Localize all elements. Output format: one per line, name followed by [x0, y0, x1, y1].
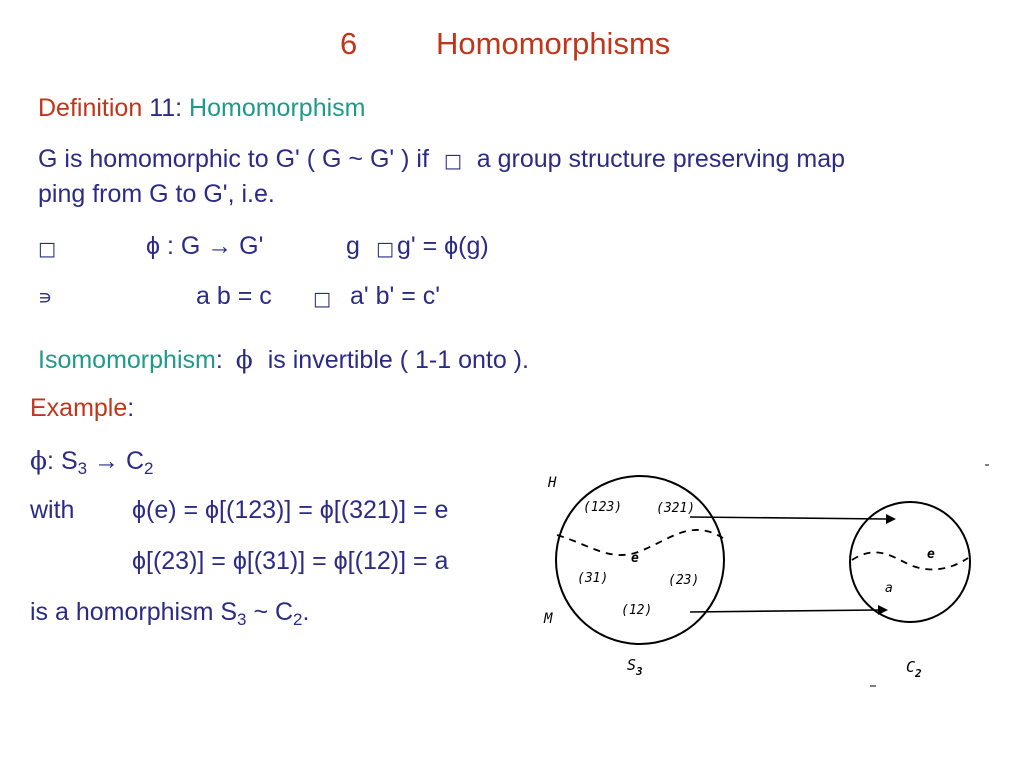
c2-divider	[852, 552, 968, 569]
definition-term: Homomorphism	[189, 94, 366, 122]
elem-e-right: e	[927, 547, 935, 562]
arrow-m-to-a	[690, 610, 878, 612]
conclusion-text-b: ~ C	[246, 598, 294, 626]
example-label: Example	[30, 394, 128, 422]
c2-circle	[850, 502, 970, 622]
definition-number: 11:	[149, 94, 183, 122]
missing-glyph-box: □	[376, 238, 394, 260]
isomorphism-colon: :	[215, 346, 223, 374]
conclusion-line	[30, 598, 309, 627]
mapping-line-a: ϕ[(23)] = ϕ[(31)] = ϕ[(12)] = a	[132, 547, 449, 575]
example-map-sub3: 3	[77, 459, 88, 478]
label-s3	[627, 656, 643, 678]
label-c2	[906, 658, 922, 680]
elem-23: (23)	[668, 573, 700, 588]
label-c2-letter: C	[906, 658, 916, 676]
section-number: 6	[340, 26, 358, 61]
example-map-text: : S	[47, 447, 78, 475]
elem-123: (123)	[583, 500, 623, 515]
missing-glyph-box: □	[313, 288, 331, 310]
arrow-head-bottom	[878, 605, 888, 615]
arrow-head-top	[886, 514, 896, 524]
example-colon: :	[127, 394, 135, 422]
elem-a-right: a	[885, 581, 893, 596]
s3-circle	[556, 476, 724, 644]
definition-line-1-end: a group structure preserving map	[476, 145, 846, 173]
example-heading	[30, 394, 134, 423]
conclusion-sub2: 2	[293, 610, 303, 629]
such-that-symbol: ∍	[38, 287, 53, 309]
mapping-g: g	[346, 232, 360, 260]
arrow-h-to-e	[690, 517, 886, 519]
example-map-arrow: → C	[87, 447, 145, 475]
conclusion-sub3: 3	[237, 610, 247, 629]
s3-coset-divider	[557, 530, 723, 555]
label-m: M	[544, 611, 553, 627]
isomorphism-term: Isomomorphism	[38, 346, 216, 374]
conclusion-text-a: is a homorphism S	[30, 598, 238, 626]
conclusion-period: .	[302, 598, 310, 626]
label-s3-letter: S	[627, 656, 637, 674]
elem-31: (31)	[577, 571, 609, 586]
homomorphism-diagram	[530, 460, 1000, 700]
mapping-rhs: g' = ϕ(g)	[397, 232, 489, 260]
product-rhs: a' b' = c'	[350, 282, 441, 310]
mapping-phi-g-to-gprime: ϕ : G → G'	[146, 232, 264, 260]
with-label: with	[30, 496, 75, 524]
isomorphism-phi: ϕ	[235, 345, 253, 374]
product-lhs: a b = c	[196, 282, 272, 310]
definition-label: Definition	[38, 94, 143, 122]
label-s3-sub: 3	[636, 665, 643, 678]
isomorphism-line	[38, 345, 529, 375]
label-h: H	[548, 475, 557, 491]
page-title: Homomorphisms	[436, 26, 671, 61]
example-map	[30, 446, 154, 476]
mapping-line-e: ϕ(e) = ϕ[(123)] = ϕ[(321)] = e	[132, 496, 449, 524]
label-c2-sub: 2	[915, 667, 922, 680]
definition-line-2: ping from G to G', i.e.	[38, 180, 275, 208]
elem-321: (321)	[656, 501, 696, 516]
elem-12: (12)	[621, 603, 653, 618]
definition-line-1	[38, 145, 845, 174]
definition-heading	[38, 94, 365, 123]
isomorphism-text: is invertible ( 1-1 onto ).	[267, 346, 529, 374]
definition-line-1-start: G is homomorphic to G' ( G ~ G' ) if	[38, 145, 429, 173]
missing-glyph-box: □	[443, 150, 462, 172]
example-phi: ϕ	[30, 446, 48, 475]
elem-e-left: e	[631, 551, 639, 566]
example-map-sub2: 2	[144, 459, 154, 478]
missing-glyph-box: □	[38, 238, 56, 260]
